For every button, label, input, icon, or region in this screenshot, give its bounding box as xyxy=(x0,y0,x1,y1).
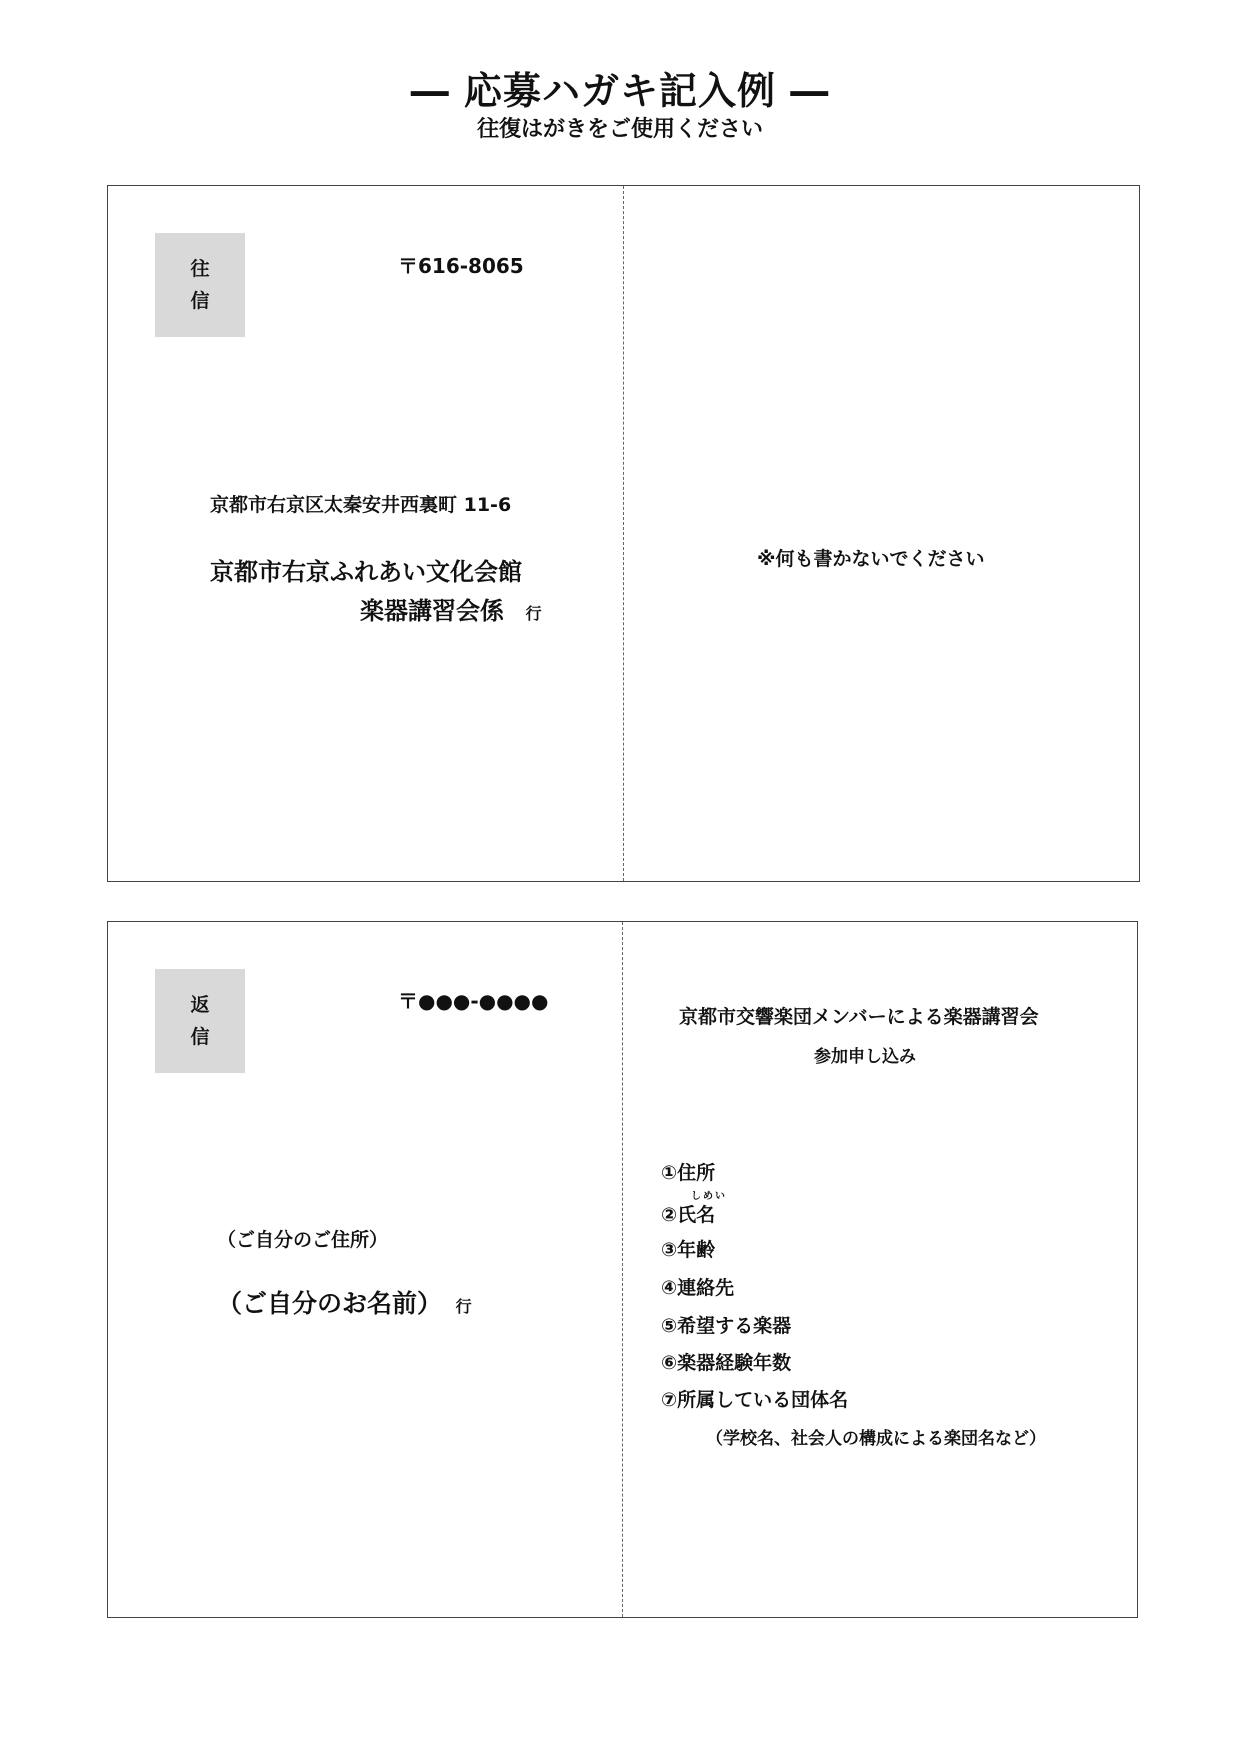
outgoing-label-char-2: 信 xyxy=(190,290,210,312)
recipient-name-line2-group xyxy=(360,591,542,626)
page-title: ― 応募ハガキ記入例 ― xyxy=(410,69,830,113)
ruby-reading: しめい xyxy=(691,1191,727,1202)
application-heading-line1: 京都市交響楽団メンバーによる楽器講習会 xyxy=(679,1006,1039,1028)
application-heading-line2: 参加申し込み xyxy=(814,1047,916,1067)
reply-name-group xyxy=(217,1284,472,1320)
reply-label-box xyxy=(155,969,245,1073)
list-item: ⑦所属している団体名 xyxy=(661,1389,849,1411)
recipient-name-line2: 楽器講習会係 xyxy=(360,597,504,625)
outgoing-address: 京都市右京区太秦安井西裏町 11-6 xyxy=(210,494,512,516)
fold-line xyxy=(622,922,623,1617)
outgoing-label-box xyxy=(155,233,245,337)
recipient-name-line1: 京都市右京ふれあい文化会館 xyxy=(210,558,522,586)
reply-postal-code: 〒●●●-●●●● xyxy=(398,989,549,1013)
reply-label-char-1: 返 xyxy=(190,994,210,1016)
list-item: ①住所 xyxy=(661,1162,716,1184)
outgoing-postal-code: 〒616-8065 xyxy=(398,254,524,278)
reply-address-placeholder: （ご自分のご住所） xyxy=(217,1229,389,1251)
outgoing-right-note: ※何も書かないでください xyxy=(757,548,985,570)
items-note: （学校名、社会人の構成による楽団名など） xyxy=(706,1429,1046,1449)
reply-name-placeholder: （ご自分のお名前） xyxy=(217,1289,443,1318)
name-item-with-ruby: しめい ②氏名 xyxy=(661,1200,715,1227)
reply-name-suffix: 行 xyxy=(455,1297,472,1316)
reply-postcard xyxy=(107,921,1138,1618)
reply-label-char-2: 信 xyxy=(190,1026,210,1048)
outgoing-label-char-1: 往 xyxy=(190,258,210,280)
outgoing-postcard xyxy=(107,185,1140,882)
list-item: ③年齢 xyxy=(661,1239,716,1261)
recipient-suffix: 行 xyxy=(525,604,542,623)
list-item: ④連絡先 xyxy=(661,1277,735,1299)
list-item: ⑤希望する楽器 xyxy=(661,1315,792,1337)
page-subtitle: 往復はがきをご使用ください xyxy=(476,117,763,142)
list-item xyxy=(661,1191,727,1227)
list-item: ⑥楽器経験年数 xyxy=(661,1352,792,1374)
fold-line xyxy=(623,186,624,881)
